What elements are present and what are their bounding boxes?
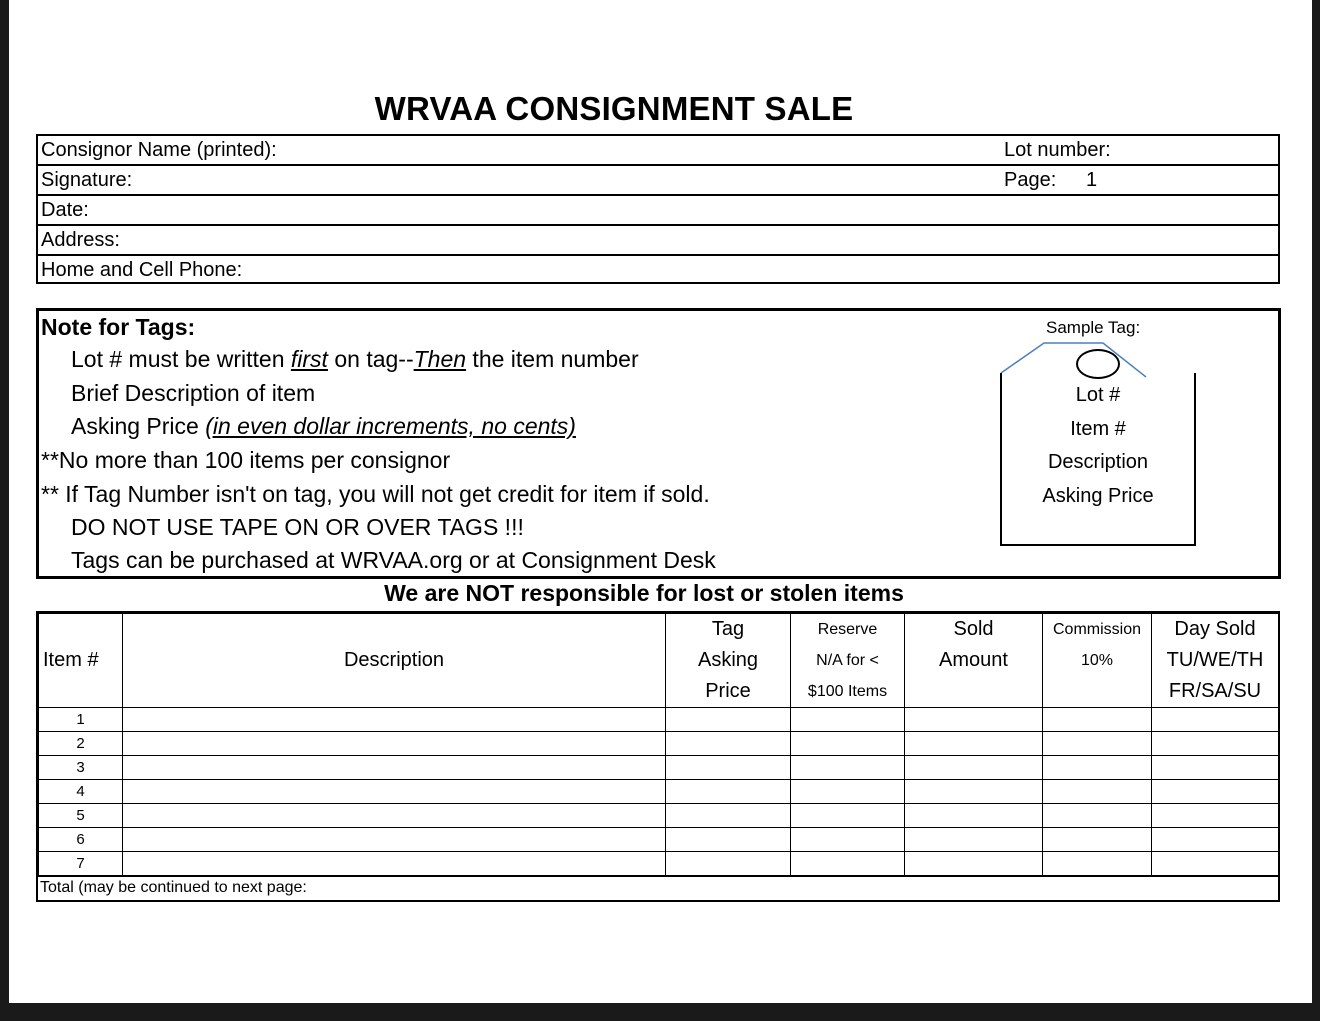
col-tag-line1: Tag <box>711 618 745 640</box>
address-row[interactable] <box>38 226 1278 256</box>
note-item-limit: **No more than 100 items per consignor <box>41 447 451 473</box>
table-cell[interactable] <box>791 804 905 828</box>
table-cell[interactable] <box>791 732 905 756</box>
col-reserve-line3: $100 Items <box>807 683 888 700</box>
table-cell[interactable] <box>791 708 905 732</box>
item-number-cell[interactable]: 7 <box>39 852 123 876</box>
note-no-tape: DO NOT USE TAPE ON OR OVER TAGS !!! <box>71 514 524 540</box>
sample-tag-label: Sample Tag: <box>1046 318 1141 337</box>
col-item-header: Item # <box>39 614 123 708</box>
table-cell[interactable] <box>666 780 791 804</box>
table-row <box>39 732 1279 756</box>
table-cell[interactable] <box>1043 708 1152 732</box>
col-sold-line2: Amount <box>939 649 1008 671</box>
sample-tag-lot: Lot # <box>1075 384 1121 406</box>
note-asking-text: Asking Price <box>71 413 206 439</box>
table-cell[interactable] <box>905 828 1043 852</box>
item-number-cell[interactable]: 3 <box>39 756 123 780</box>
consignor-name-label: Consignor Name (printed): <box>41 139 277 161</box>
table-cell[interactable] <box>123 756 666 780</box>
note-then-emphasis: Then <box>413 346 467 372</box>
table-cell[interactable] <box>1152 804 1279 828</box>
table-row <box>39 828 1279 852</box>
date-label: Date: <box>41 199 89 221</box>
table-cell[interactable] <box>1043 828 1152 852</box>
note-tag-number: ** If Tag Number isn't on tag, you will not get credit for item if sold. <box>41 481 710 507</box>
sample-tag-description: Description <box>1047 451 1149 473</box>
phone-label: Home and Cell Phone: <box>41 259 243 281</box>
consignor-name-row[interactable] <box>38 136 1278 166</box>
item-number-cell[interactable]: 2 <box>39 732 123 756</box>
table-cell[interactable] <box>666 708 791 732</box>
note-lot-text-b: on tag-- <box>327 346 414 372</box>
table-cell[interactable] <box>1152 708 1279 732</box>
col-description-header: Description <box>123 614 666 708</box>
tag-notes-box <box>36 308 1281 579</box>
col-reserve-header <box>791 614 905 708</box>
note-purchase-tags: Tags can be purchased at WRVAA.org or at Consignment Desk <box>71 547 716 573</box>
page-label: Page: <box>1004 169 1057 191</box>
note-description: Brief Description of item <box>71 380 316 406</box>
table-cell[interactable] <box>123 828 666 852</box>
col-tag-line3: Price <box>705 680 751 702</box>
page-number: 1 <box>1086 169 1098 191</box>
sample-tag-asking: Asking Price <box>1042 485 1154 507</box>
table-cell[interactable] <box>905 852 1043 876</box>
items-table <box>36 611 1280 902</box>
table-cell[interactable] <box>666 804 791 828</box>
address-label: Address: <box>41 229 120 251</box>
col-sold-line1: Sold <box>953 618 994 640</box>
table-cell[interactable] <box>123 780 666 804</box>
table-row <box>39 708 1279 732</box>
table-header-row <box>39 614 1279 708</box>
col-reserve-line2: N/A for < <box>816 652 879 669</box>
note-lot-text-c: the item number <box>466 346 639 372</box>
sample-tag-item: Item # <box>1070 418 1126 440</box>
table-cell[interactable] <box>791 852 905 876</box>
table-cell[interactable] <box>905 804 1043 828</box>
note-lot-first <box>71 346 639 373</box>
table-cell[interactable] <box>1043 804 1152 828</box>
note-lot-text-a: Lot # must be written <box>71 346 291 372</box>
table-row <box>39 804 1279 828</box>
phone-row[interactable] <box>38 256 1278 286</box>
col-comm-spacer <box>1043 676 1151 707</box>
item-rows <box>39 708 1279 876</box>
col-tag-line2: Asking <box>697 649 759 671</box>
signature-label: Signature: <box>41 169 133 191</box>
disclaimer: We are NOT responsible for lost or stolen items <box>384 580 904 606</box>
col-sold-spacer <box>905 676 1042 707</box>
table-row <box>39 852 1279 876</box>
item-number-cell[interactable]: 1 <box>39 708 123 732</box>
table-cell[interactable] <box>123 852 666 876</box>
notes-title: Note for Tags: <box>41 314 196 340</box>
table-cell[interactable] <box>123 804 666 828</box>
col-day-line1: Day Sold <box>1174 618 1256 640</box>
form-page <box>9 0 1312 1003</box>
table-cell[interactable] <box>1152 756 1279 780</box>
signature-row[interactable] <box>38 166 1278 196</box>
col-reserve-line1: Reserve <box>817 621 878 638</box>
table-cell[interactable] <box>666 732 791 756</box>
col-day-sold-header <box>1152 614 1279 708</box>
item-number-cell[interactable]: 6 <box>39 828 123 852</box>
table-cell[interactable] <box>1152 828 1279 852</box>
table-cell[interactable] <box>666 756 791 780</box>
table-row <box>39 780 1279 804</box>
table-cell[interactable] <box>123 708 666 732</box>
date-row[interactable] <box>38 196 1278 226</box>
col-commission-header <box>1043 614 1152 708</box>
table-cell[interactable] <box>791 756 905 780</box>
lot-number-label: Lot number: <box>1004 139 1111 161</box>
item-number-cell[interactable]: 5 <box>39 804 123 828</box>
table-cell[interactable] <box>905 756 1043 780</box>
col-comm-line1: Commission <box>1052 621 1141 638</box>
col-sold-header <box>905 614 1043 708</box>
col-tag-price-header <box>666 614 791 708</box>
col-day-line2: TU/WE/TH <box>1166 649 1264 671</box>
col-comm-line2: 10% <box>1080 652 1114 669</box>
consignor-info-box <box>36 134 1280 284</box>
table-cell[interactable] <box>1152 780 1279 804</box>
table-cell[interactable] <box>791 828 905 852</box>
total-row[interactable]: Total (may be continued to next page: <box>38 876 1278 900</box>
table-cell[interactable] <box>666 828 791 852</box>
note-asking-detail: (in even dollar increments, no cents) <box>205 413 576 439</box>
tag-hole-icon <box>1076 349 1120 379</box>
item-number-cell[interactable]: 4 <box>39 780 123 804</box>
table-cell[interactable] <box>791 780 905 804</box>
table-cell[interactable] <box>1043 756 1152 780</box>
table-cell[interactable] <box>1043 780 1152 804</box>
table-cell[interactable] <box>905 732 1043 756</box>
note-asking-price <box>71 413 576 440</box>
note-first-emphasis: first <box>290 346 328 372</box>
table-cell[interactable] <box>905 708 1043 732</box>
table-cell[interactable] <box>1043 852 1152 876</box>
col-day-line3: FR/SA/SU <box>1168 680 1262 702</box>
page-title: WRVAA CONSIGNMENT SALE <box>374 90 854 127</box>
table-cell[interactable] <box>666 852 791 876</box>
table-cell[interactable] <box>1152 732 1279 756</box>
table-cell[interactable] <box>123 732 666 756</box>
table-row <box>39 756 1279 780</box>
table-cell[interactable] <box>1152 852 1279 876</box>
table-cell[interactable] <box>1043 732 1152 756</box>
table-cell[interactable] <box>905 780 1043 804</box>
